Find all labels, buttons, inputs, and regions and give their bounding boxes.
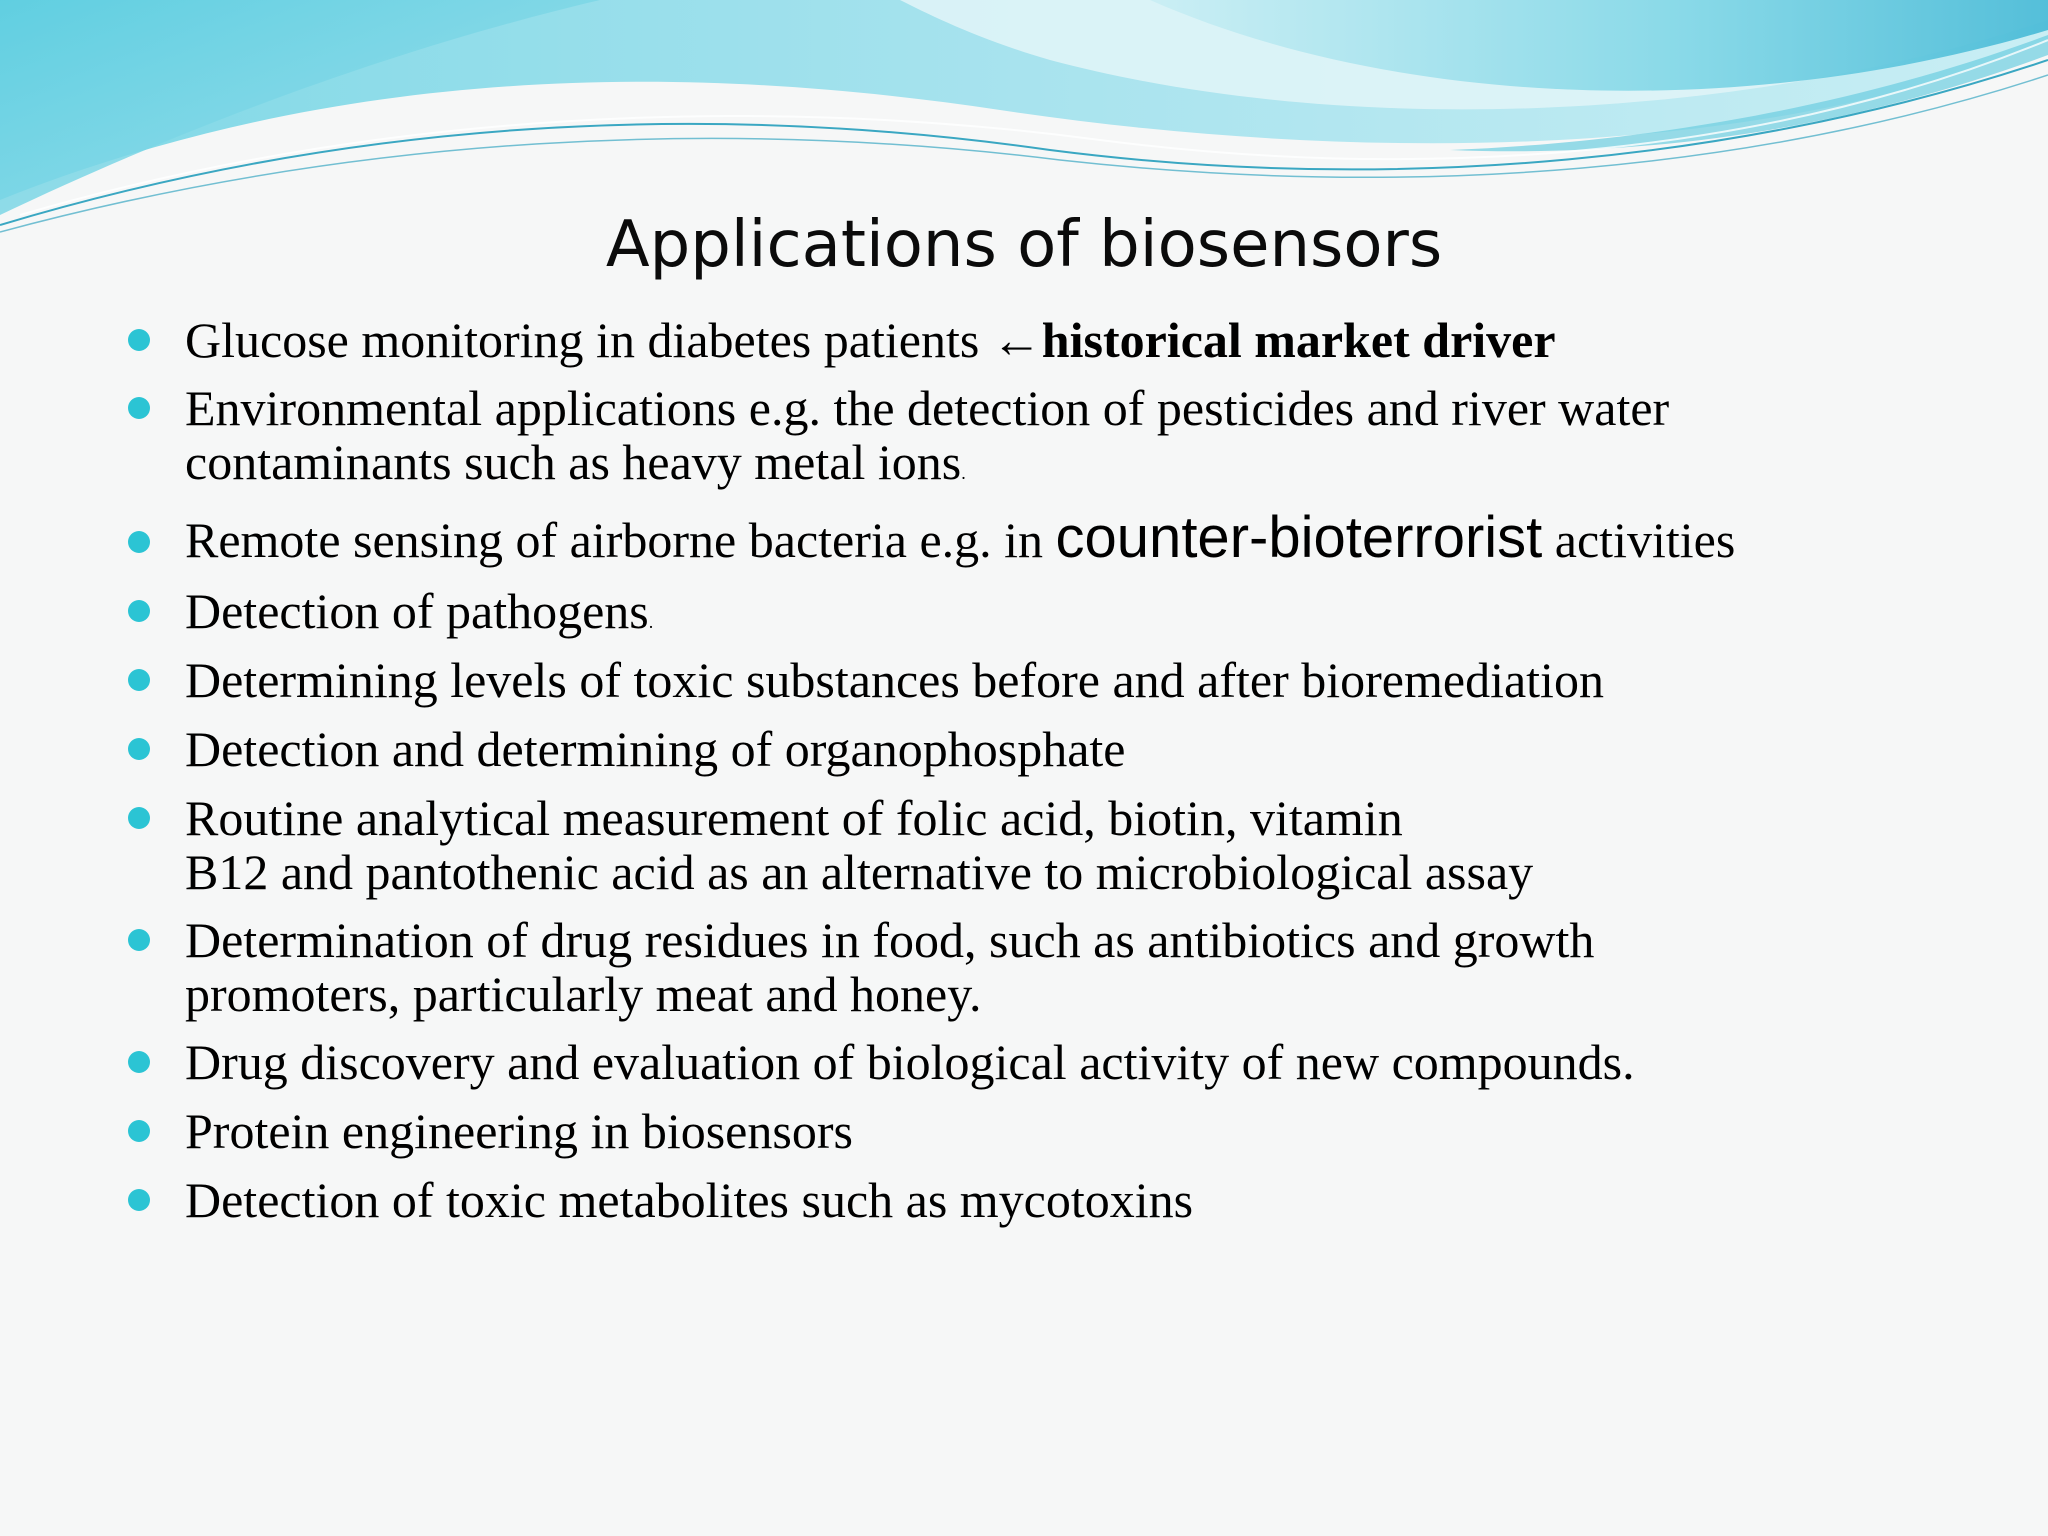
- list-item-text: Environmental applications e.g. the detection of pesticides and river water: [185, 380, 1670, 436]
- list-item-text: Drug discovery and evaluation of biological activity of new compounds.: [185, 1034, 1635, 1090]
- list-item-text: Glucose monitoring in diabetes patients ←: [185, 312, 1042, 368]
- list-item-text: Protein engineering in biosensors: [185, 1103, 853, 1159]
- bullet-icon: [128, 1189, 150, 1211]
- list-item-text: promoters, particularly meat and honey.: [185, 966, 982, 1022]
- list-item: [185, 505, 2015, 570]
- slide-title-text: Applications of biosensors: [605, 208, 1443, 282]
- list-item-text: Determining levels of toxic substances before and after bioremediation: [185, 652, 1604, 708]
- list-item: [185, 1035, 2015, 1089]
- list-item-text: activities: [1542, 512, 1736, 568]
- list-item-text: Detection of pathogens: [185, 583, 649, 639]
- list-item: [185, 913, 2015, 1021]
- bullet-icon: [128, 1051, 150, 1073]
- list-item-text: Detection of toxic metabolites such as mycotoxins: [185, 1172, 1194, 1228]
- list-item: [185, 653, 2015, 707]
- list-item-text: Detection and determining of organophosphate: [185, 721, 1126, 777]
- list-item: [185, 313, 2015, 367]
- list-item-bold-text: historical market driver: [1041, 312, 1556, 368]
- list-item-emphasis: counter-bioterrorist: [1055, 505, 1543, 570]
- list-item-suffix: .: [648, 612, 654, 632]
- bullet-icon: [128, 531, 150, 553]
- list-item: [185, 791, 2015, 899]
- list-item: [185, 381, 2015, 500]
- bullet-icon: [128, 807, 150, 829]
- list-item-text: contaminants such as heavy metal ions: [185, 434, 962, 490]
- list-item: [185, 584, 2015, 649]
- list-item-text: B12 and pantothenic acid as an alternative to microbiological assay: [185, 844, 1534, 900]
- bullet-icon: [128, 600, 150, 622]
- bullet-icon: [128, 329, 150, 351]
- list-item-text: Determination of drug residues in food, such as antibiotics and growth: [185, 912, 1595, 968]
- bullet-icon: [128, 738, 150, 760]
- list-item-text: Routine analytical measurement of folic acid, biotin, vitamin: [185, 790, 1403, 846]
- bullet-icon: [128, 929, 150, 951]
- list-item: [185, 1173, 2015, 1227]
- bullet-icon: [128, 669, 150, 691]
- bullet-icon: [128, 1120, 150, 1142]
- list-item: [185, 722, 2015, 776]
- list-item: [185, 1104, 2015, 1158]
- list-item-suffix: .: [961, 463, 966, 483]
- list-item-text: Remote sensing of airborne bacteria e.g. in: [185, 512, 1056, 568]
- bullet-icon: [128, 397, 150, 419]
